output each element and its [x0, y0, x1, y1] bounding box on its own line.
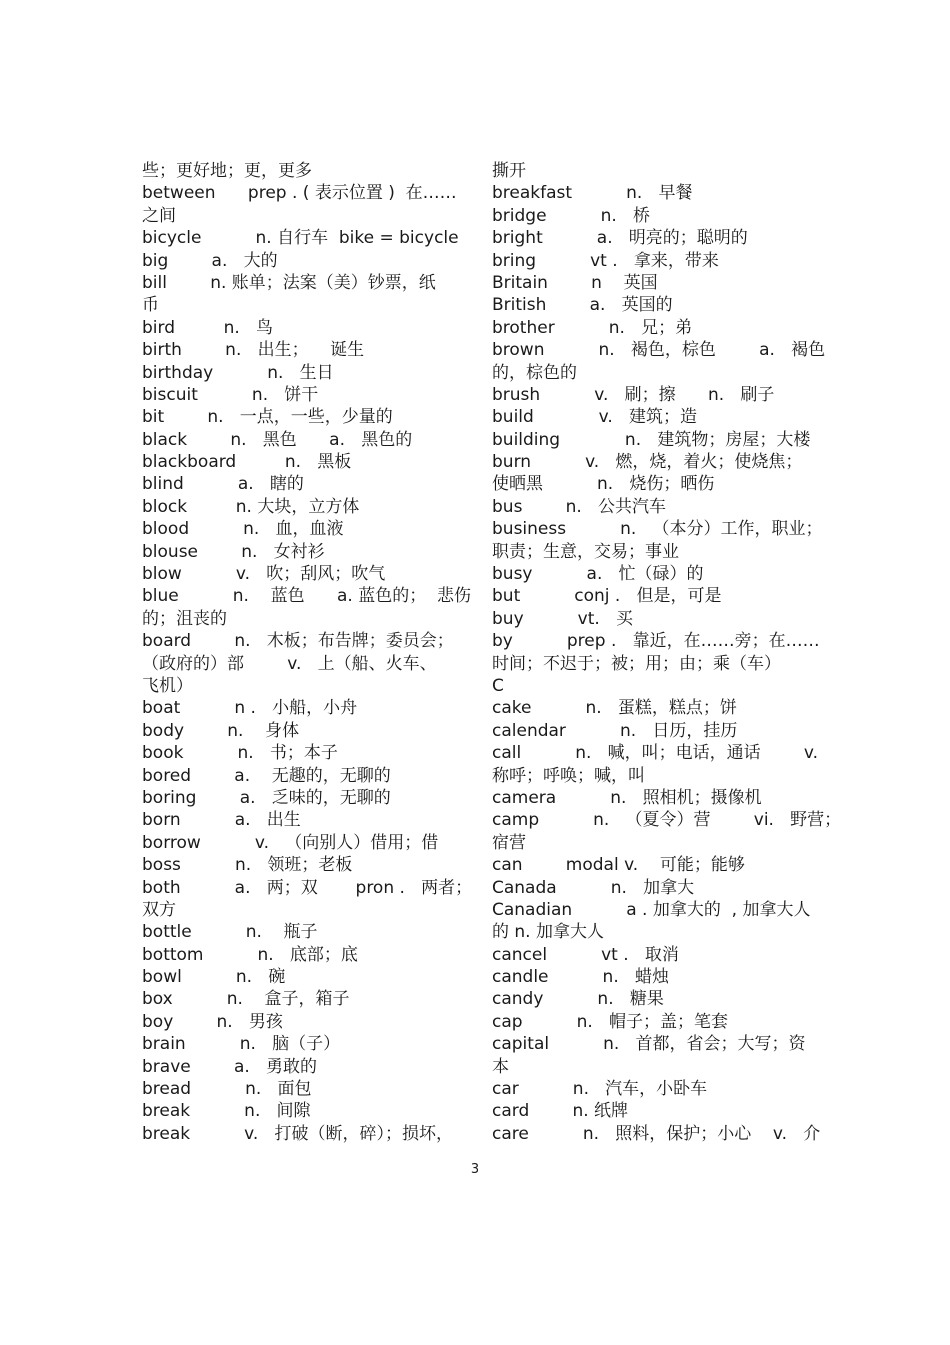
vocab-line: car n. 汽车，小卧车	[492, 1079, 708, 1100]
vocab-line: by prep . 靠近，在……旁；在……	[492, 631, 820, 652]
vocab-line: between prep . ( 表示位置 ) 在……	[142, 183, 457, 204]
left-column	[142, 160, 473, 1145]
vocab-line: burn v. 燃，烧，着火；使烧焦；	[492, 452, 803, 473]
right-column	[492, 160, 842, 1145]
vocab-line: box n. 盒子，箱子	[142, 989, 350, 1010]
vocab-line: 称呼；呼唤；喊，叫	[492, 765, 645, 786]
vocab-line: bicycle n. 自行车 bike = bicycle	[142, 228, 459, 249]
vocab-line: but conj . 但是，可是	[492, 586, 722, 607]
vocab-line: bridge n. 桥	[492, 205, 650, 226]
vocab-line: card n. 纸牌	[492, 1101, 629, 1122]
vocab-line: bring vt . 拿来，带来	[492, 250, 719, 271]
vocab-line: bread n. 面包	[142, 1079, 312, 1100]
vocab-line: board n. 木板；布告牌；委员会；	[142, 631, 454, 652]
vocab-line: biscuit n. 饼干	[142, 384, 319, 405]
vocab-line: 本	[492, 1056, 509, 1077]
vocab-line: 飞机）	[142, 675, 193, 696]
vocab-line: capital n. 首都，省会；大写；资	[492, 1034, 806, 1055]
vocab-line: business n. （本分）工作，职业；	[492, 519, 823, 540]
vocab-line: big a. 大的	[142, 250, 278, 271]
vocab-line: 撕开	[492, 161, 526, 181]
vocab-line: break n. 间隙	[142, 1101, 311, 1122]
vocab-line: 的 n. 加拿大人	[492, 922, 604, 943]
vocab-line: 的，棕色的	[492, 362, 577, 383]
vocab-line: block n. 大块，立方体	[142, 496, 360, 517]
vocab-line: 之间	[142, 205, 176, 226]
vocab-line: blood n. 血，血液	[142, 519, 344, 540]
vocab-line: 些；更好地；更，更多	[142, 161, 312, 181]
vocab-line: camera n. 照相机；摄像机	[492, 787, 762, 808]
vocab-line: brush v. 刷；擦 n. 刷子	[492, 384, 775, 405]
vocab-line: bored a. 无趣的，无聊的	[142, 765, 391, 786]
vocab-line: bowl n. 碗	[142, 967, 286, 988]
page-number: 3	[470, 1162, 480, 1177]
vocab-line: British a. 英国的	[492, 295, 673, 316]
vocab-line: C	[492, 675, 504, 696]
vocab-line: bright a. 明亮的；聪明的	[492, 228, 748, 249]
vocab-line: candle n. 蜡烛	[492, 967, 669, 988]
vocab-line: 使晒黑 n. 烧伤；晒伤	[492, 474, 715, 495]
vocab-line: book n. 书；本子	[142, 743, 338, 764]
vocab-line: Britain n 英国	[492, 272, 658, 293]
vocab-line: camp n. （夏令）营 vi. 野营；	[492, 810, 842, 831]
vocab-line: Canadian a . 加拿大的 , 加拿大人	[492, 899, 811, 920]
vocab-line: brave a. 勇敢的	[142, 1056, 317, 1077]
vocab-line: 币	[142, 295, 159, 316]
vocab-line: （政府的）部 v. 上（船、火车、	[142, 653, 437, 674]
vocab-line: birth n. 出生； 诞生	[142, 340, 365, 361]
vocab-line: borrow v. （向别人）借用；借	[142, 832, 439, 853]
vocab-line: birthday n. 生日	[142, 362, 334, 383]
vocab-line: bit n. 一点，一些，少量的	[142, 407, 393, 428]
vocab-line: brain n. 脑（子）	[142, 1034, 341, 1055]
vocab-line: building n. 建筑物；房屋；大楼	[492, 429, 811, 450]
vocab-line: 双方	[142, 899, 176, 920]
vocab-line: both a. 两；双 pron . 两者；	[142, 877, 473, 898]
vocab-line: blind a. 瞎的	[142, 474, 304, 495]
vocab-line: busy a. 忙（碌）的	[492, 564, 704, 585]
vocab-line: boy n. 男孩	[142, 1011, 283, 1032]
vocab-line: break v. 打破（断，碎）；损坏，	[142, 1123, 454, 1144]
vocab-line: bus n. 公共汽车	[492, 496, 667, 517]
vocab-line: bird n. 鸟	[142, 317, 274, 338]
vocab-line: brother n. 兄；弟	[492, 317, 693, 338]
vocab-line: 宿营	[492, 832, 526, 853]
vocab-line: black n. 黑色 a. 黑色的	[142, 429, 413, 450]
vocab-line: bottle n. 瓶子	[142, 922, 318, 943]
vocab-line: cap n. 帽子；盖；笔套	[492, 1011, 728, 1032]
vocab-line: candy n. 糖果	[492, 989, 664, 1010]
vocab-line: buy vt. 买	[492, 608, 634, 629]
vocab-line: blue n. 蓝色 a. 蓝色的； 悲伤	[142, 586, 472, 607]
vocab-line: body n. 身体	[142, 720, 300, 741]
vocab-line: boat n . 小船，小舟	[142, 698, 358, 719]
vocab-line: blow v. 吹；刮风；吹气	[142, 564, 386, 585]
vocab-line: Canada n. 加拿大	[492, 877, 695, 898]
vocab-line: 职责；生意，交易；事业	[492, 541, 679, 562]
vocab-line: care n. 照料，保护；小心 v. 介	[492, 1123, 821, 1144]
vocab-line: boss n. 领班；老板	[142, 855, 353, 876]
vocab-line: boring a. 乏味的，无聊的	[142, 787, 391, 808]
vocab-line: bill n. 账单；法案（美）钞票，纸	[142, 272, 436, 293]
vocab-line: calendar n. 日历，挂历	[492, 720, 738, 741]
vocab-line: 的；沮丧的	[142, 608, 227, 629]
vocab-line: cake n. 蛋糕，糕点；饼	[492, 698, 737, 719]
vocab-line: blackboard n. 黑板	[142, 452, 352, 473]
vocab-line: born a. 出生	[142, 810, 301, 831]
vocab-line: call n. 喊，叫；电话，通话 v.	[492, 743, 819, 764]
vocab-line: bottom n. 底部；底	[142, 944, 358, 965]
vocab-line: breakfast n. 早餐	[492, 183, 693, 204]
vocab-line: can modal v. 可能；能够	[492, 855, 745, 876]
vocab-line: blouse n. 女衬衫	[142, 541, 325, 562]
vocab-line: 时间；不迟于；被；用；由；乘（车）	[492, 653, 781, 674]
vocab-line: brown n. 褐色，棕色 a. 褐色	[492, 340, 826, 361]
vocab-line: cancel vt . 取消	[492, 944, 679, 965]
vocab-line: build v. 建筑；造	[492, 407, 698, 428]
